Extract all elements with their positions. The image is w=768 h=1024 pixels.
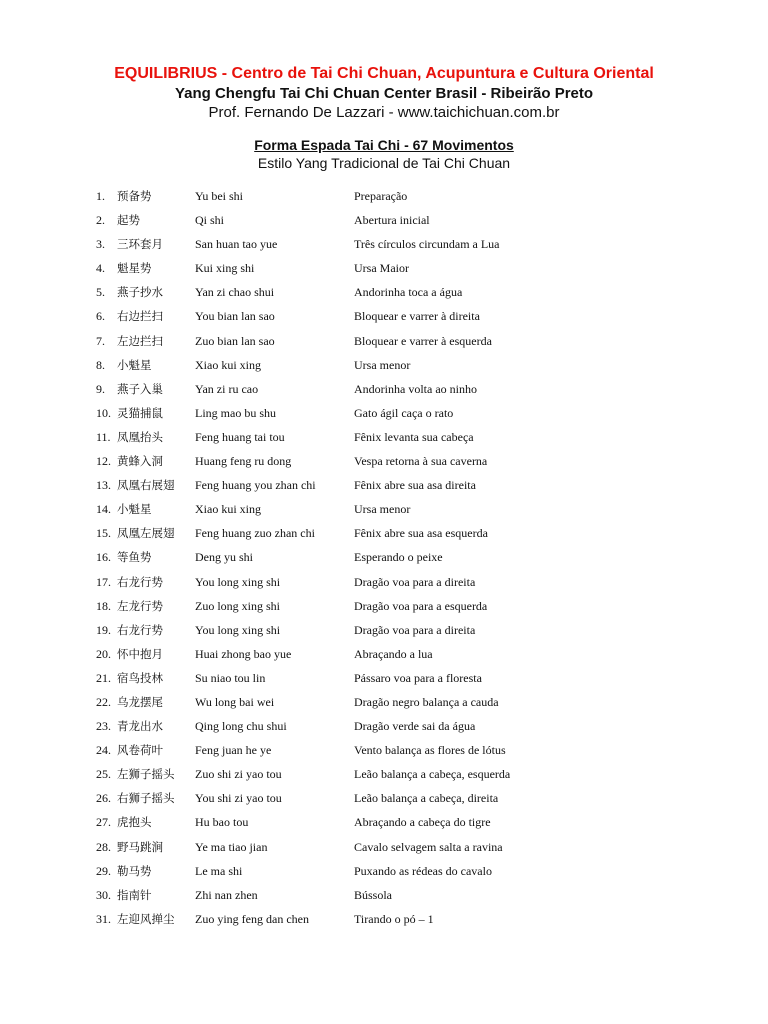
movement-number: 30.	[96, 887, 111, 902]
movement-portuguese: Dragão voa para a direita	[354, 622, 476, 637]
movement-row	[0, 812, 768, 836]
movement-pinyin: Zhi nan zhen	[195, 887, 258, 902]
movement-chinese-name: 乌龙摆尾	[117, 694, 163, 709]
movement-row	[0, 331, 768, 355]
movement-portuguese: Bloquear e varrer à esquerda	[354, 333, 492, 348]
movement-pinyin: Feng huang tai tou	[195, 429, 285, 444]
professor-website-line: Prof. Fernando De Lazzari - www.taichichuan.com.br	[208, 104, 560, 121]
movement-portuguese: Puxando as rédeas do cavalo	[354, 863, 492, 878]
movement-number: 28.	[96, 839, 111, 854]
movement-chinese-name: 等鱼势	[117, 550, 152, 565]
center-name-heading: EQUILIBRIUS - Centro de Tai Chi Chuan, Acupuntura e Cultura Oriental	[114, 65, 654, 82]
movement-pinyin: Huang feng ru dong	[195, 454, 292, 469]
movement-row	[0, 403, 768, 427]
movement-portuguese: Fênix abre sua asa esquerda	[354, 526, 488, 541]
movement-row	[0, 379, 768, 403]
movement-pinyin: Ye ma tiao jian	[195, 839, 268, 854]
movement-pinyin: Xiao kui xing	[195, 357, 261, 372]
movement-row	[0, 547, 768, 571]
movement-portuguese: Abraçando a lua	[354, 646, 433, 661]
movement-number: 16.	[96, 550, 111, 565]
movement-chinese-name: 小魁星	[117, 502, 152, 517]
movement-pinyin: Zuo bian lan sao	[195, 333, 275, 348]
movement-pinyin: Qing long chu shui	[195, 719, 287, 734]
movement-number: 2.	[96, 213, 105, 228]
movement-chinese-name: 右边拦扫	[117, 309, 163, 324]
movement-chinese-name: 左狮子摇头	[117, 767, 175, 782]
movement-chinese-name: 右狮子摇头	[117, 791, 175, 806]
movement-portuguese: Bússola	[354, 887, 393, 902]
movement-chinese-name: 风卷荷叶	[117, 743, 163, 758]
movement-number: 12.	[96, 454, 111, 469]
movement-row	[0, 258, 768, 282]
movement-row	[0, 716, 768, 740]
movement-portuguese: Abertura inicial	[354, 213, 430, 228]
movement-portuguese: Leão balança a cabeça, direita	[354, 791, 499, 806]
movement-number: 18.	[96, 598, 111, 613]
movement-portuguese: Dragão voa para a esquerda	[354, 598, 488, 613]
movement-number: 31.	[96, 911, 111, 926]
movement-chinese-name: 燕子入巢	[117, 381, 163, 396]
movement-pinyin: Yan zi ru cao	[195, 381, 259, 396]
movement-row	[0, 909, 768, 933]
movement-chinese-name: 左边拦扫	[117, 333, 163, 348]
movement-chinese-name: 三环套月	[117, 237, 163, 252]
movement-number: 19.	[96, 622, 111, 637]
movement-row	[0, 837, 768, 861]
movement-row	[0, 668, 768, 692]
movement-pinyin: You long xing shi	[195, 574, 281, 589]
movement-row	[0, 427, 768, 451]
movement-row	[0, 475, 768, 499]
movement-portuguese: Vento balança as flores de lótus	[354, 743, 506, 758]
movement-number: 10.	[96, 405, 111, 420]
movements-list	[0, 186, 768, 933]
movement-pinyin: Qi shi	[195, 213, 225, 228]
movement-pinyin: San huan tao yue	[195, 237, 278, 252]
movement-pinyin: Le ma shi	[195, 863, 243, 878]
movement-number: 13.	[96, 478, 111, 493]
movement-chinese-name: 左龙行势	[117, 598, 163, 613]
movement-pinyin: You shi zi yao tou	[195, 791, 282, 806]
movement-portuguese: Ursa Maior	[354, 261, 409, 276]
movement-number: 15.	[96, 526, 111, 541]
movement-number: 3.	[96, 237, 105, 252]
movement-chinese-name: 灵猫捕鼠	[117, 405, 163, 420]
movement-row	[0, 620, 768, 644]
movement-number: 17.	[96, 574, 111, 589]
movement-portuguese: Cavalo selvagem salta a ravina	[354, 839, 503, 854]
movement-pinyin: Zuo ying feng dan chen	[195, 911, 309, 926]
movement-number: 14.	[96, 502, 111, 517]
movement-row	[0, 306, 768, 330]
movement-pinyin: Su niao tou lin	[195, 670, 266, 685]
movement-portuguese: Bloquear e varrer à direita	[354, 309, 480, 324]
movement-row	[0, 885, 768, 909]
movement-pinyin: Zuo long xing shi	[195, 598, 281, 613]
movement-portuguese: Leão balança a cabeça, esquerda	[354, 767, 511, 782]
movement-number: 7.	[96, 333, 105, 348]
movement-chinese-name: 虎抱头	[117, 815, 152, 830]
movement-row	[0, 186, 768, 210]
movement-chinese-name: 指南针	[117, 887, 152, 902]
movement-row	[0, 210, 768, 234]
movement-portuguese: Fênix abre sua asa direita	[354, 478, 476, 493]
movement-row	[0, 861, 768, 885]
movement-row	[0, 451, 768, 475]
movement-portuguese: Ursa menor	[354, 357, 411, 372]
movement-chinese-name: 燕子抄水	[117, 285, 163, 300]
movement-portuguese: Vespa retorna à sua caverna	[354, 454, 488, 469]
movement-chinese-name: 左迎风掸尘	[117, 911, 175, 926]
document-title	[0, 137, 768, 153]
document-title-text: Forma Espada Tai Chi - 67 Movimentos	[254, 137, 514, 153]
movement-number: 4.	[96, 261, 105, 276]
movement-portuguese: Dragão voa para a direita	[354, 574, 476, 589]
movement-portuguese: Três círculos circundam a Lua	[354, 237, 500, 252]
movement-portuguese: Pássaro voa para a floresta	[354, 670, 482, 685]
movement-number: 26.	[96, 791, 111, 806]
movement-chinese-name: 黄蜂入洞	[117, 454, 163, 469]
movement-portuguese: Andorinha toca a água	[354, 285, 463, 300]
movement-row	[0, 788, 768, 812]
movement-row	[0, 740, 768, 764]
movement-pinyin: Zuo shi zi yao tou	[195, 767, 282, 782]
movement-pinyin: Feng huang zuo zhan chi	[195, 526, 315, 541]
movement-portuguese: Dragão verde sai da água	[354, 719, 476, 734]
movement-row	[0, 523, 768, 547]
movement-row	[0, 234, 768, 258]
movement-row	[0, 764, 768, 788]
movement-row	[0, 355, 768, 379]
movement-chinese-name: 右龙行势	[117, 574, 163, 589]
movement-chinese-name: 右龙行势	[117, 622, 163, 637]
movement-pinyin: Yan zi chao shui	[195, 285, 275, 300]
movement-number: 9.	[96, 381, 105, 396]
movement-pinyin: Ling mao bu shu	[195, 405, 276, 420]
movement-chinese-name: 青龙出水	[117, 719, 163, 734]
movement-row	[0, 692, 768, 716]
movement-pinyin: Feng juan he ye	[195, 743, 272, 758]
movement-pinyin: You bian lan sao	[195, 309, 275, 324]
movement-pinyin: Kui xing shi	[195, 261, 255, 276]
center-subtitle: Yang Chengfu Tai Chi Chuan Center Brasil - Ribeirão Preto	[174, 85, 594, 102]
movement-number: 29.	[96, 863, 111, 878]
movement-portuguese: Preparação	[354, 189, 408, 203]
movement-portuguese: Gato ágil caça o rato	[354, 405, 454, 420]
movement-chinese-name: 凤凰右展翅	[117, 478, 175, 493]
movement-number: 27.	[96, 815, 111, 830]
movement-chinese-name: 怀中抱月	[117, 646, 163, 661]
movement-chinese-name: 凤凰左展翅	[117, 526, 175, 541]
movement-pinyin: Xiao kui xing	[195, 502, 261, 517]
movement-chinese-name: 小魁星	[117, 357, 152, 372]
movement-number: 25.	[96, 767, 111, 782]
movement-portuguese: Fênix levanta sua cabeça	[354, 429, 474, 444]
movement-chinese-name: 起势	[117, 213, 140, 228]
movement-number: 1.	[96, 189, 105, 203]
movement-portuguese: Ursa menor	[354, 502, 411, 517]
movement-portuguese: Dragão negro balança a cauda	[354, 694, 499, 709]
movement-portuguese: Esperando o peixe	[354, 550, 443, 565]
movement-number: 11.	[96, 429, 111, 444]
movement-number: 5.	[96, 285, 105, 300]
movement-pinyin: You long xing shi	[195, 622, 281, 637]
movement-pinyin: Feng huang you zhan chi	[195, 478, 316, 493]
movement-chinese-name: 勒马势	[117, 863, 152, 878]
movement-row	[0, 572, 768, 596]
movement-number: 20.	[96, 646, 111, 661]
movement-number: 6.	[96, 309, 105, 324]
document-subtitle: Estilo Yang Tradicional de Tai Chi Chuan	[257, 155, 511, 171]
movement-number: 21.	[96, 670, 111, 685]
movement-pinyin: Wu long bai wei	[195, 694, 275, 709]
movement-pinyin: Yu bei shi	[195, 189, 243, 203]
movement-number: 22.	[96, 694, 111, 709]
movement-row	[0, 282, 768, 306]
movement-pinyin: Deng yu shi	[195, 550, 253, 565]
movement-portuguese: Abraçando a cabeça do tigre	[354, 815, 491, 830]
movement-row	[0, 596, 768, 620]
movement-row	[0, 644, 768, 668]
movement-number: 8.	[96, 357, 105, 372]
movement-row	[0, 499, 768, 523]
movement-number: 24.	[96, 743, 111, 758]
movement-pinyin: Huai zhong bao yue	[195, 646, 292, 661]
movement-chinese-name: 野马跳涧	[117, 839, 163, 854]
movement-chinese-name: 宿鸟投林	[117, 670, 163, 685]
movement-chinese-name: 魁星势	[117, 261, 152, 276]
movement-portuguese: Andorinha volta ao ninho	[354, 381, 477, 396]
movement-chinese-name: 凤凰抬头	[117, 429, 163, 444]
movement-number: 23.	[96, 719, 111, 734]
movement-portuguese: Tirando o pó – 1	[354, 911, 434, 926]
movement-pinyin: Hu bao tou	[195, 815, 249, 830]
movement-chinese-name: 预备势	[117, 189, 152, 203]
